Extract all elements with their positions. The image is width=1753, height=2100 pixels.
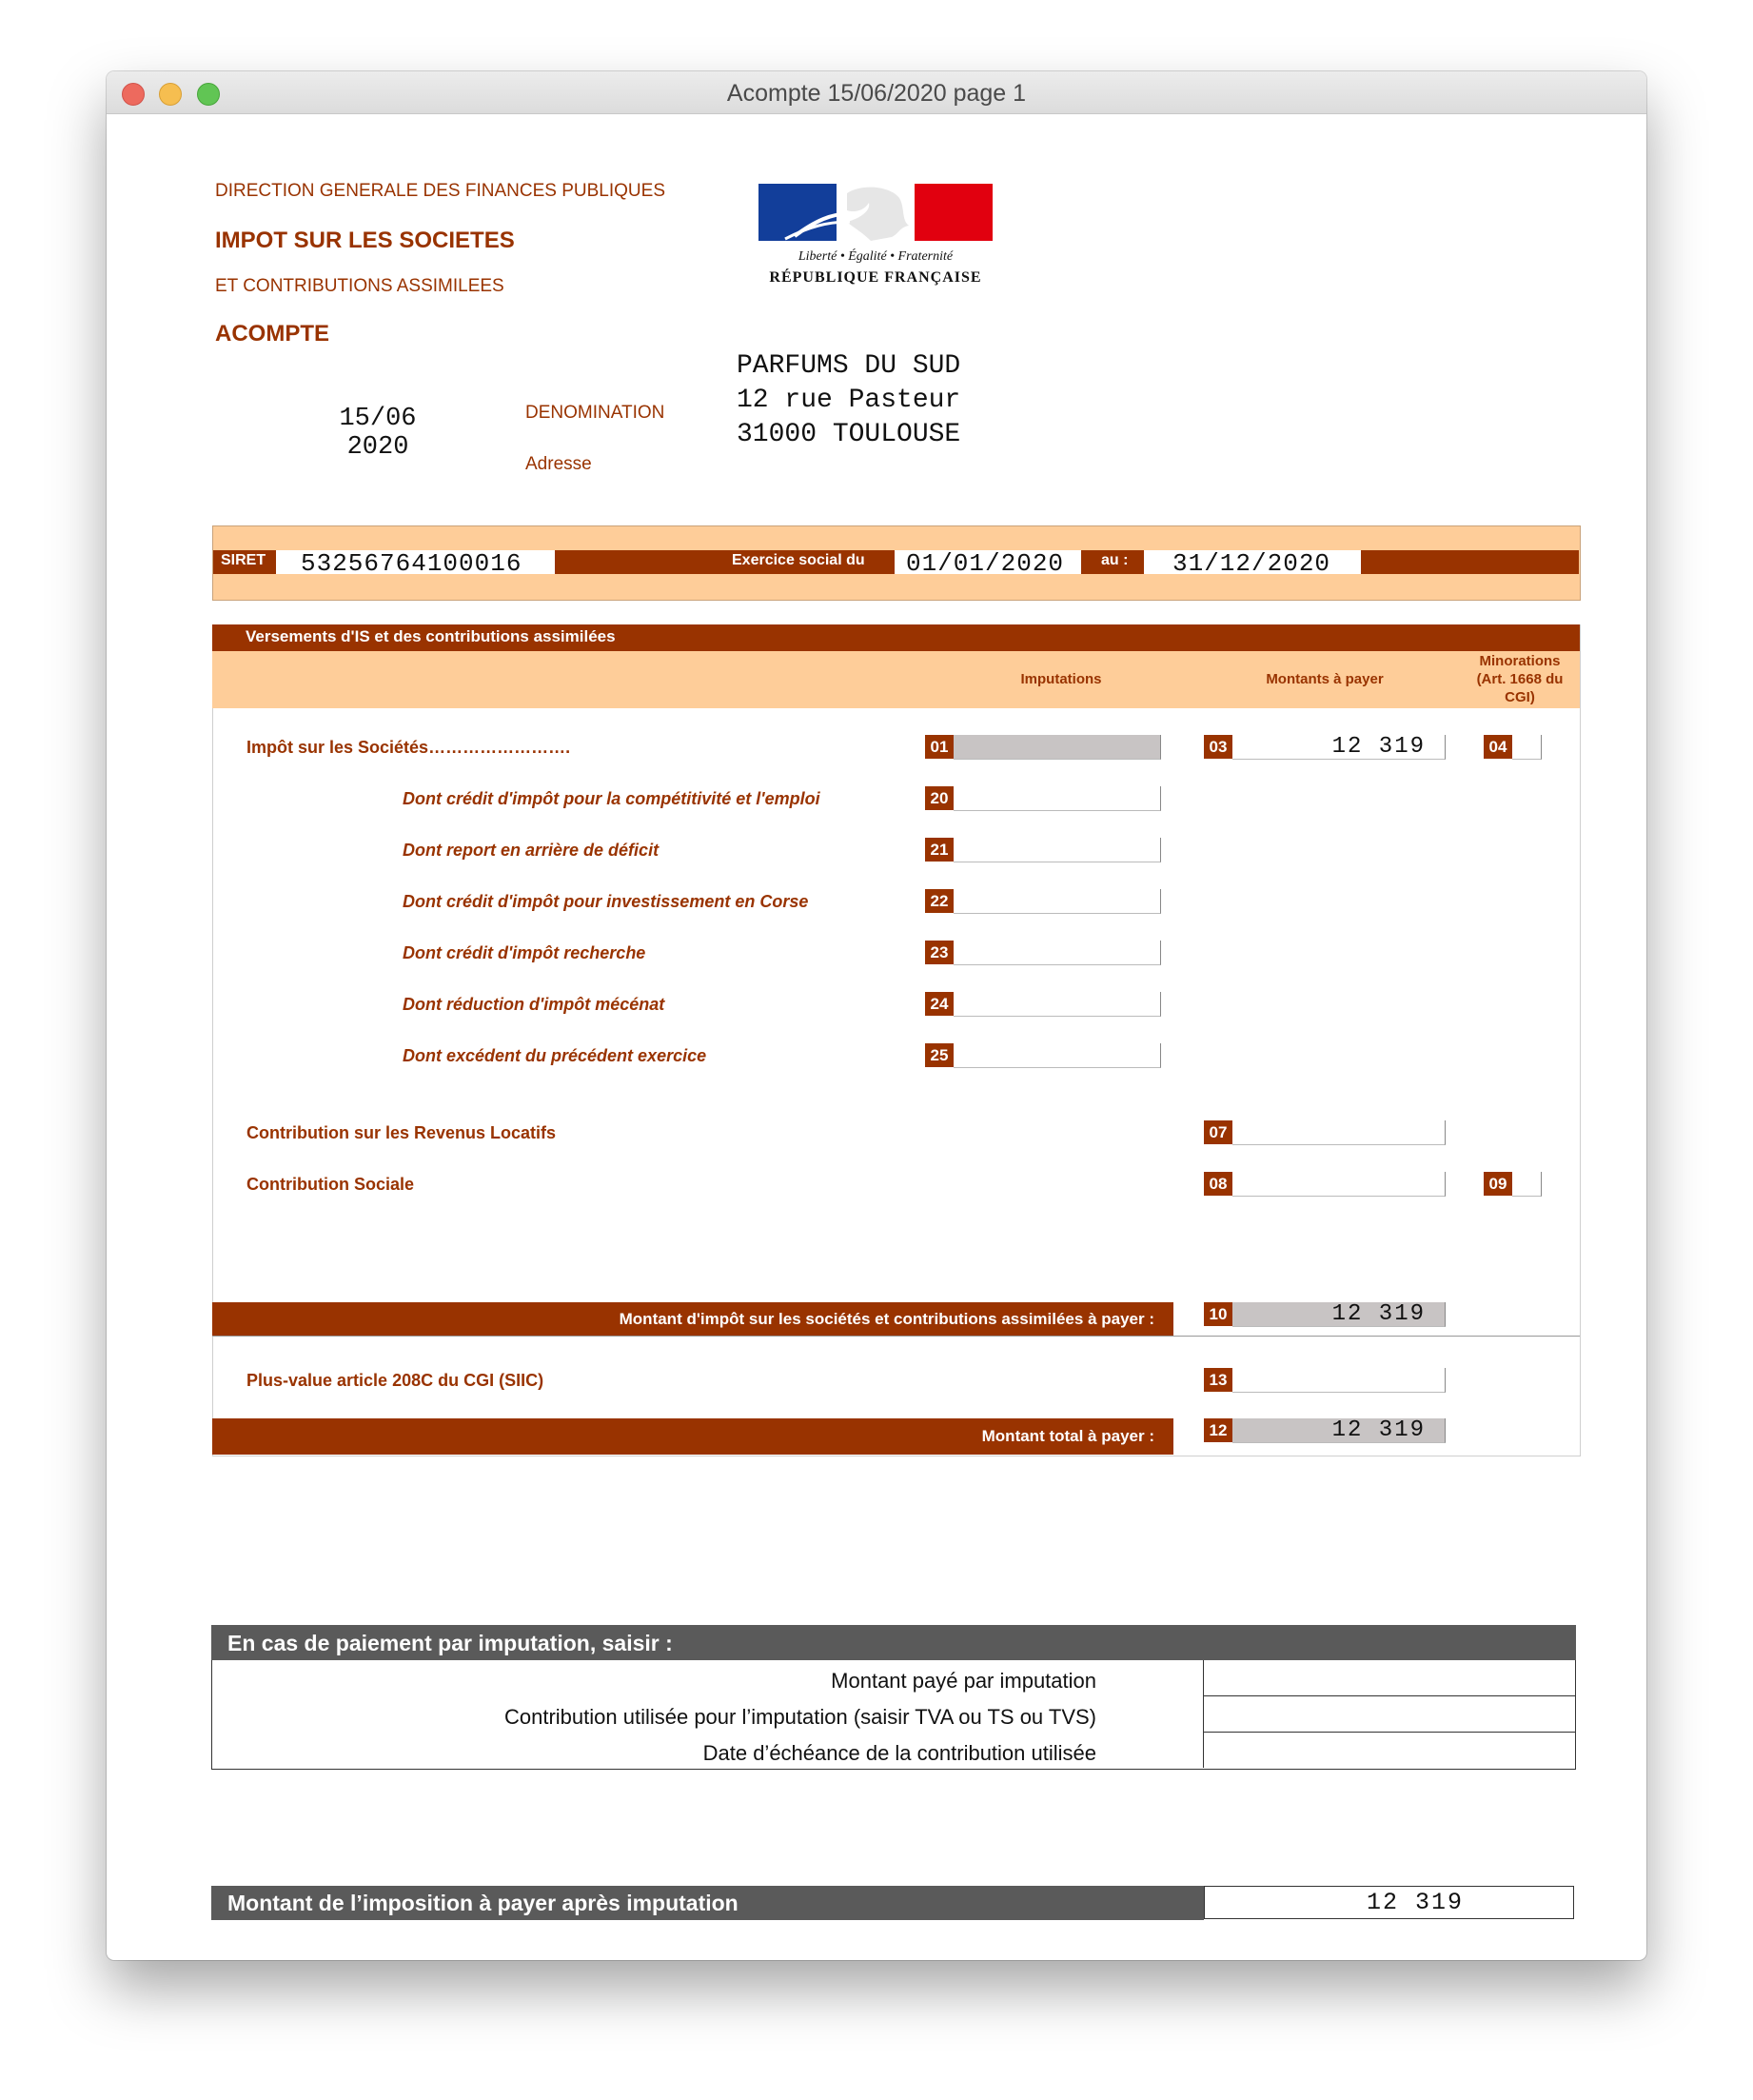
value-03: 12 319 — [1331, 734, 1426, 760]
date-year: 2020 — [346, 433, 409, 462]
header-contributions: ET CONTRIBUTIONS ASSIMILEES — [215, 276, 504, 296]
code-03: 03 — [1204, 735, 1232, 759]
final-label-band — [211, 1886, 1204, 1920]
field-21[interactable] — [954, 838, 1161, 862]
date-echeance-input[interactable] — [1204, 1733, 1576, 1768]
title-bar — [107, 71, 1646, 114]
code-01: 01 — [925, 735, 954, 759]
company-name: PARFUMS DU SUD — [737, 351, 961, 381]
code-21: 21 — [925, 838, 954, 862]
sub-row-label: Dont crédit d'impôt pour investissement en Corse — [403, 892, 809, 911]
imputation-row3-label: Date d’échéance de la contribution utilisée — [702, 1741, 1096, 1765]
sub-row-label: Dont crédit d'impôt recherche — [403, 943, 646, 962]
code-08: 08 — [1204, 1172, 1232, 1196]
field-20[interactable] — [954, 786, 1161, 811]
code-22: 22 — [925, 889, 954, 913]
code-12: 12 — [1204, 1418, 1232, 1442]
total-band — [212, 1418, 1173, 1455]
header-direction: DIRECTION GENERALE DES FINANCES PUBLIQUES — [215, 181, 665, 201]
code-23: 23 — [925, 941, 954, 964]
col-montants: Montants à payer — [1266, 671, 1384, 687]
field-10[interactable] — [1232, 1302, 1446, 1327]
field-04[interactable] — [1512, 735, 1542, 760]
field-01[interactable] — [954, 735, 1161, 760]
code-07: 07 — [1204, 1120, 1232, 1144]
imputation-row2-label: Contribution utilisée pour l’imputation (saisir TVA ou TS ou TVS) — [503, 1705, 1096, 1729]
siret-value: 53256764100016 — [301, 549, 522, 578]
start-date-field[interactable] — [895, 549, 1081, 578]
au-label: au : — [1101, 552, 1129, 568]
code-24: 24 — [925, 992, 954, 1016]
field-13[interactable] — [1232, 1368, 1446, 1393]
versements-header — [212, 624, 1580, 651]
total-label: Montant total à payer : — [981, 1427, 1154, 1445]
is-label: Impôt sur les Sociétés……………………. — [246, 738, 571, 757]
imputation-row1-label: Montant payé par imputation — [831, 1669, 1096, 1693]
montant-is-label: Montant d'impôt sur les sociétés et contributions assimilées à payer : — [619, 1310, 1154, 1328]
col-imputations: Imputations — [1020, 671, 1102, 687]
plus-value-label: Plus-value article 208C du CGI (SIIC) — [246, 1371, 544, 1390]
divider — [212, 1336, 1580, 1337]
field-03[interactable] — [1232, 735, 1446, 760]
final-value: 12 319 — [1367, 1889, 1465, 1916]
date-day: 15/06 — [339, 405, 417, 433]
start-date: 01/01/2020 — [906, 549, 1065, 578]
header-impot: IMPOT SUR LES SOCIETES — [215, 228, 515, 253]
end-date-field[interactable] — [1144, 549, 1361, 578]
code-13: 13 — [1204, 1368, 1232, 1392]
cs-label: Contribution Sociale — [246, 1175, 415, 1194]
end-date: 31/12/2020 — [1172, 549, 1331, 578]
logo-name: RÉPUBLIQUE FRANÇAISE — [769, 269, 982, 286]
document-window — [107, 71, 1646, 1960]
field-09[interactable] — [1512, 1172, 1542, 1197]
window-title: Acompte 15/06/2020 page 1 — [726, 80, 1027, 107]
siret-label: SIRET — [221, 552, 266, 568]
field-08[interactable] — [1232, 1172, 1446, 1197]
montant-is-band — [212, 1302, 1173, 1336]
versements-title: Versements d'IS et des contributions assimilées — [246, 627, 616, 645]
imputation-inputs — [1203, 1660, 1576, 1768]
sub-row-label: Dont crédit d'impôt pour la compétitivité et l'emploi — [403, 789, 820, 808]
exercice-label: Exercice social du — [732, 552, 865, 568]
imputation-title: En cas de paiement par imputation, saisir : — [227, 1631, 673, 1655]
final-field[interactable] — [1204, 1886, 1574, 1919]
contribution-input[interactable] — [1204, 1696, 1576, 1733]
code-09: 09 — [1484, 1172, 1512, 1196]
col-minorations-1: Minorations — [1479, 653, 1561, 669]
code-25: 25 — [925, 1043, 954, 1067]
value-10: 12 319 — [1331, 1301, 1426, 1327]
sub-row-label: Dont report en arrière de déficit — [403, 841, 660, 860]
field-24[interactable] — [954, 992, 1161, 1017]
field-07[interactable] — [1232, 1120, 1446, 1145]
code-04: 04 — [1484, 735, 1512, 759]
col-minorations-3: CGI) — [1505, 689, 1535, 705]
siret-field[interactable] — [276, 549, 555, 578]
montant-paye-input[interactable] — [1204, 1660, 1576, 1696]
col-minorations-2: (Art. 1668 du — [1476, 671, 1564, 687]
code-10: 10 — [1204, 1302, 1232, 1326]
header-acompte: ACOMPTE — [215, 321, 329, 347]
field-25[interactable] — [954, 1043, 1161, 1068]
field-12[interactable] — [1232, 1418, 1446, 1443]
final-label: Montant de l’imposition à payer après imputation — [227, 1891, 739, 1915]
logo-motto: Liberté • Égalité • Fraternité — [798, 249, 954, 264]
field-22[interactable] — [954, 889, 1161, 914]
sub-row-label: Dont réduction d'impôt mécénat — [403, 995, 665, 1014]
address-line2: 31000 TOULOUSE — [737, 420, 961, 449]
crl-label: Contribution sur les Revenus Locatifs — [246, 1123, 557, 1142]
adresse-label: Adresse — [525, 454, 592, 474]
field-23[interactable] — [954, 941, 1161, 965]
address-line1: 12 rue Pasteur — [737, 386, 961, 415]
sub-row-label: Dont excédent du précédent exercice — [403, 1046, 707, 1065]
imputation-header — [211, 1625, 1576, 1660]
value-12: 12 319 — [1331, 1417, 1426, 1443]
code-20: 20 — [925, 786, 954, 810]
denomination-label: DENOMINATION — [525, 403, 665, 423]
